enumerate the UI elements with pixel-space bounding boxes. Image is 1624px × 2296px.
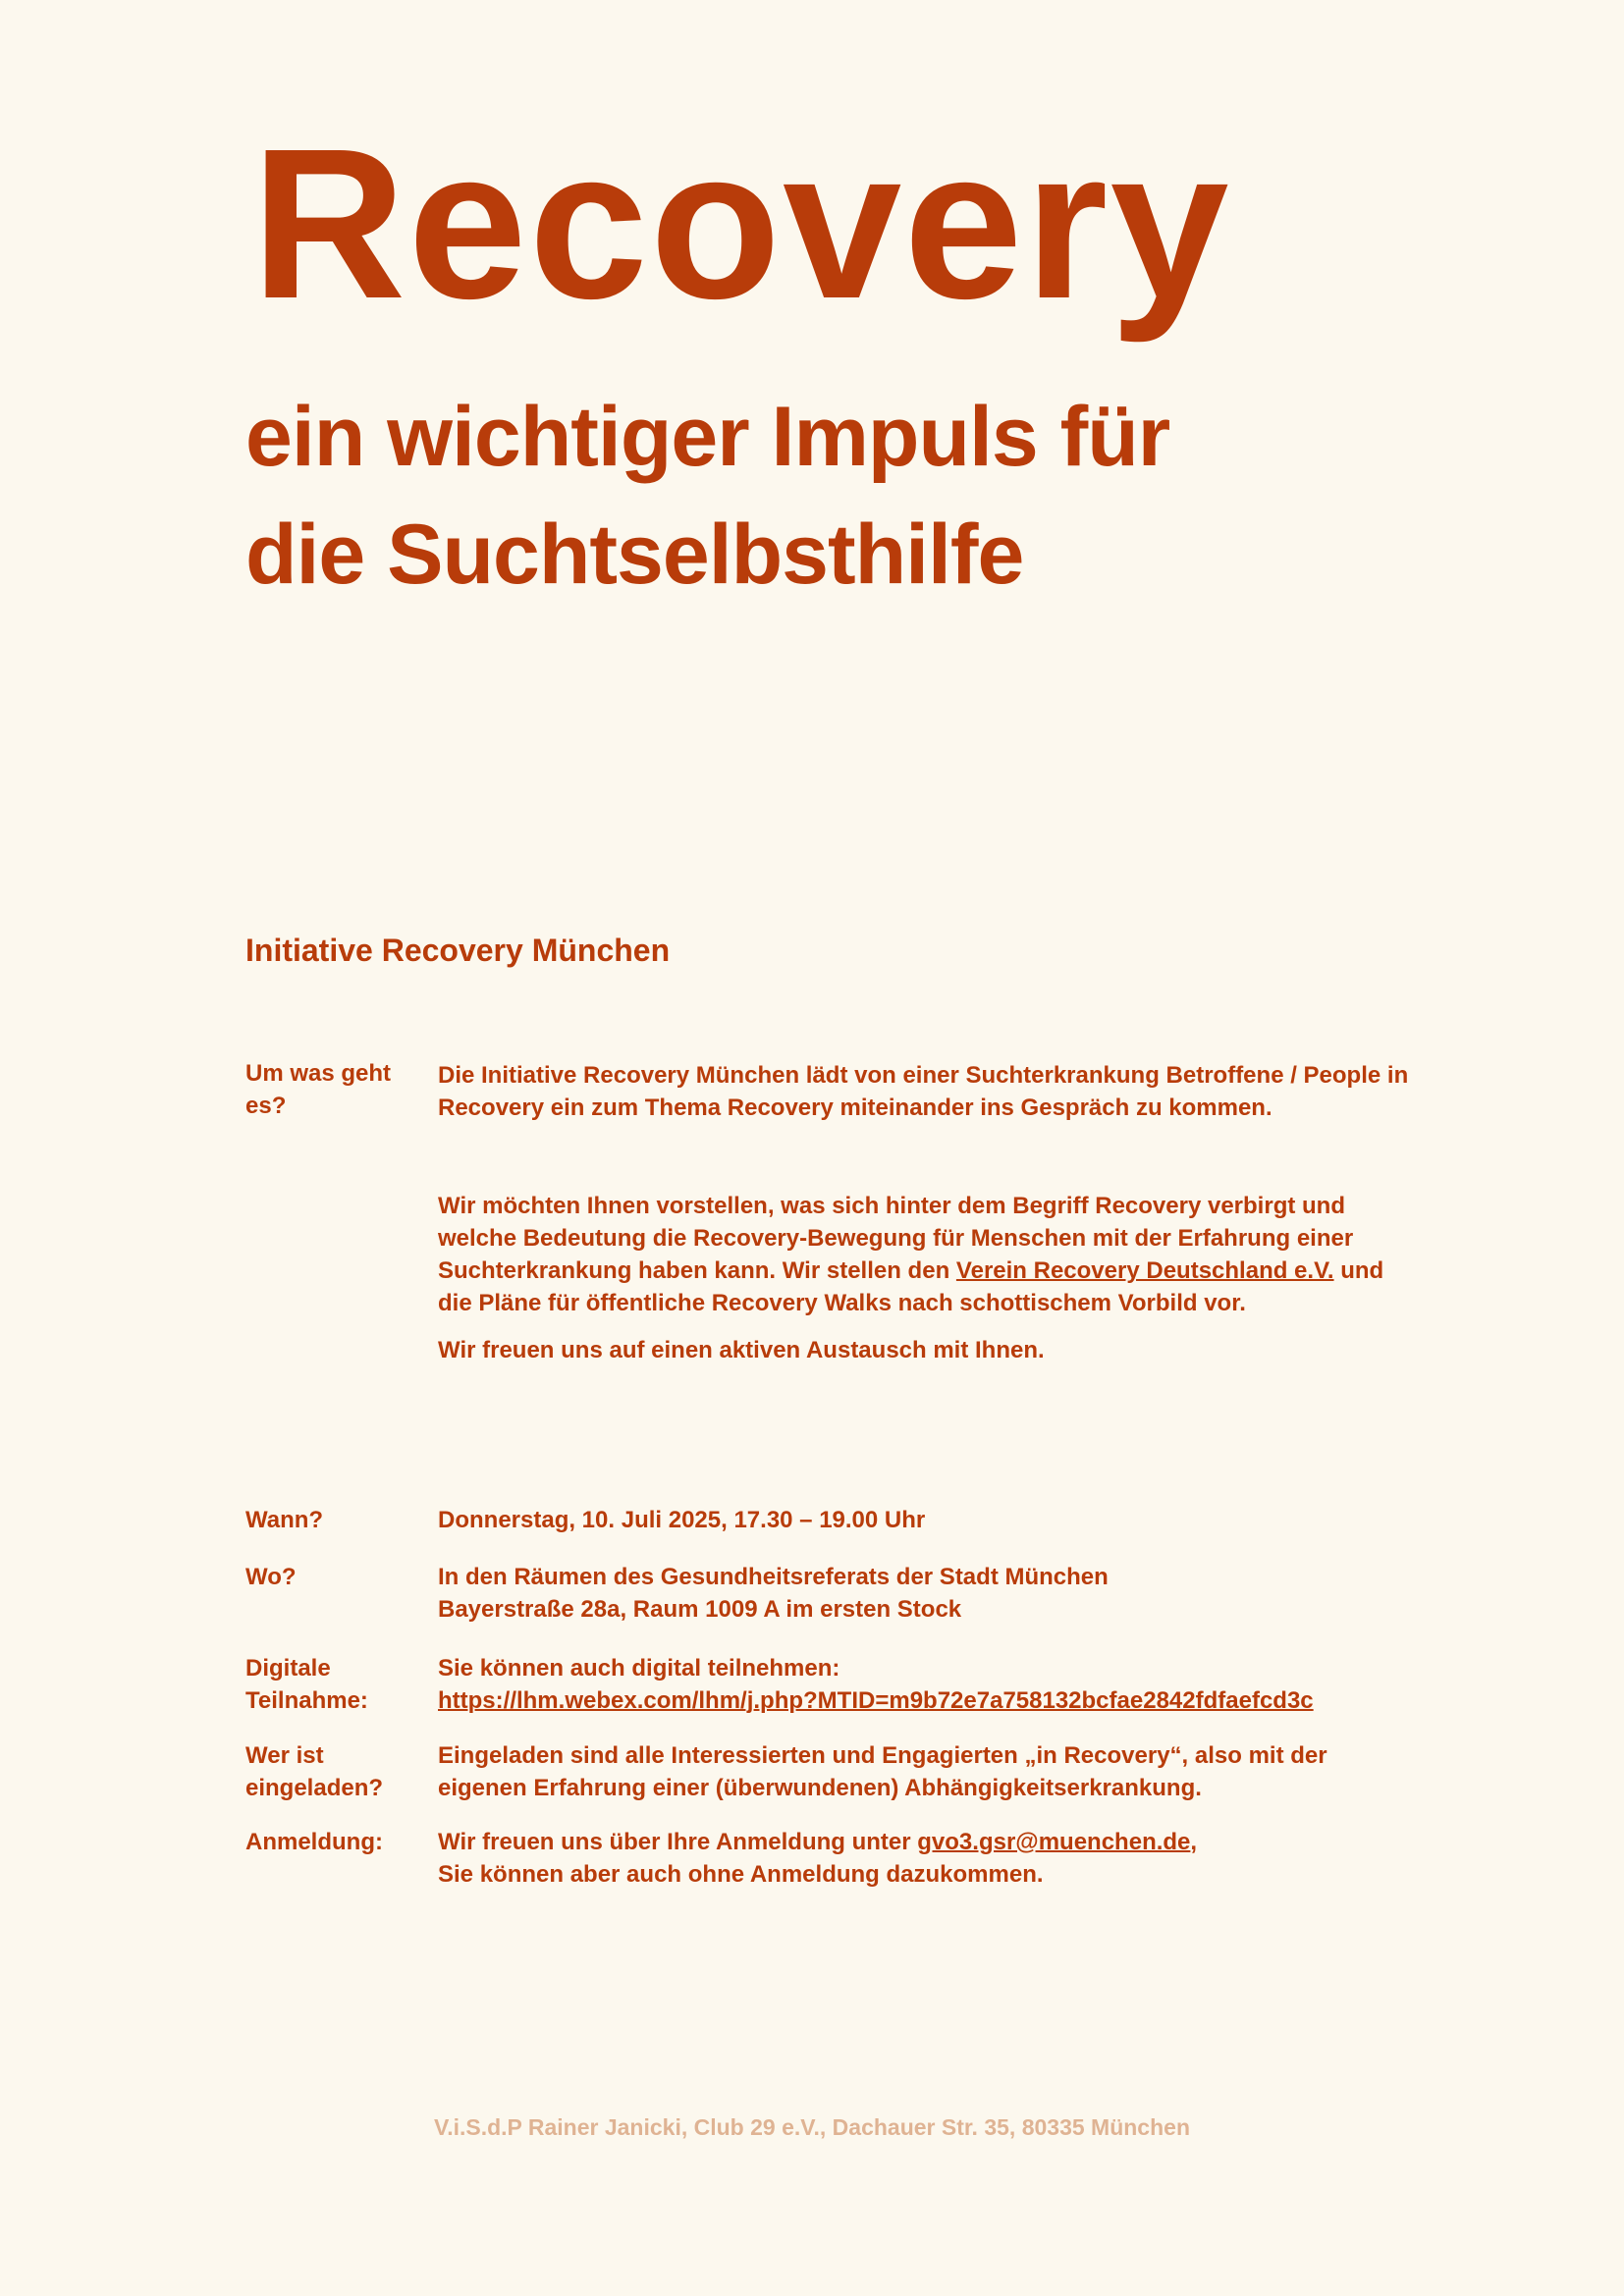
subtitle-line-2: die Suchtselbsthilfe (245, 507, 1024, 602)
digital-value: Sie können auch digital teilnehmen: https://lhm.webex.com/lhm/j.php?MTID=m9b72e7a758132bcfae2842fdfaefcd3c (438, 1655, 1314, 1714)
invited-value: Eingeladen sind alle Interessierten und Engagierten „in Recovery“, also mit der eigenen Erfahrung einer (überwundenen) Abhängigkeitserkrankung. (438, 1742, 1327, 1801)
footer-imprint: V.i.S.d.P Rainer Janicki, Club 29 e.V., Dachauer Str. 35, 80335 München (433, 2114, 1190, 2140)
webex-link[interactable]: https://lhm.webex.com/lhm/j.php?MTID=m9b72e7a758132bcfae2842fdfaefcd3c (438, 1687, 1314, 1714)
label-when: Wann? (245, 1507, 324, 1533)
label-digital: Digitale Teilnahme: (245, 1655, 368, 1714)
what-description: Wir möchten Ihnen vorstellen, was sich hinter dem Begriff Recovery verbirgt und welche Bedeutung die Recovery-Bewegung für Menschen mit der Erfahrung einer Suchterkrankung haben kann. Wir stellen den Verein Recovery Deutschland e.V. und die Pläne für öffentliche Recovery Walks nach schottischem Vorbild vor. (438, 1193, 1384, 1316)
organizer-heading: Initiative Recovery München (245, 933, 671, 968)
where-value: In den Räumen des Gesundheitsreferats der Stadt München Bayerstraße 28a, Raum 1009 A im ersten Stock (438, 1564, 1109, 1623)
label-what: Um was geht es? (245, 1060, 392, 1119)
label-invited: Wer ist eingeladen? (245, 1742, 384, 1801)
verein-link[interactable]: Verein Recovery Deutschland e.V. (955, 1257, 1334, 1284)
email-link[interactable]: gvo3.gsr@muenchen.de (917, 1829, 1191, 1855)
when-value: Donnerstag, 10. Juli 2025, 17.30 – 19.00 Uhr (438, 1507, 926, 1533)
what-closing: Wir freuen uns auf einen aktiven Austausch mit Ihnen. (438, 1337, 1045, 1363)
page-title: Recovery (251, 105, 1231, 344)
subtitle-line-1: ein wichtiger Impuls für (245, 390, 1170, 484)
registration-value: Wir freuen uns über Ihre Anmeldung unter gvo3.gsr@muenchen.de, Sie können aber auch ohne Anmeldung dazukommen. (438, 1829, 1198, 1888)
label-registration: Anmeldung: (245, 1829, 383, 1855)
label-where: Wo? (245, 1564, 297, 1590)
what-intro: Die Initiative Recovery München lädt von einer Suchterkrankung Betroffene / People in Recovery ein zum Thema Recovery miteinander ins Gespräch zu kommen. (438, 1062, 1409, 1121)
